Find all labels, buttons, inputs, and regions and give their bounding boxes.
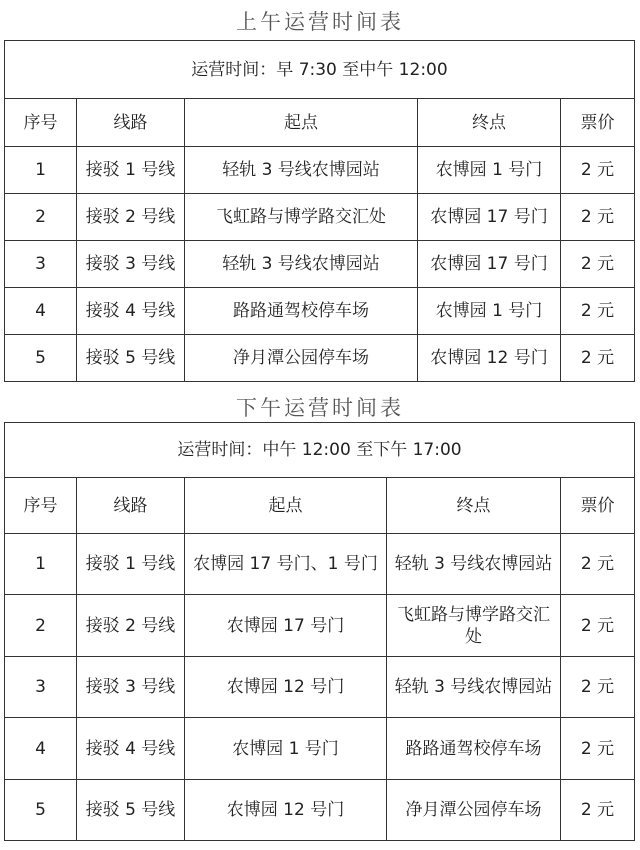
row-index: 2 bbox=[5, 595, 77, 657]
morning-hours: 运营时间：早 7:30 至中午 12:00 bbox=[5, 41, 635, 99]
row-start: 飞虹路与博学路交汇处 bbox=[185, 194, 418, 241]
header-start: 起点 bbox=[185, 99, 418, 147]
row-start: 净月潭公园停车场 bbox=[185, 335, 418, 382]
morning-schedule-title: 上午运营时间表 bbox=[236, 10, 404, 34]
row-start: 农博园 12 号门 bbox=[185, 657, 387, 718]
row-index: 5 bbox=[5, 335, 77, 382]
row-line: 接驳 1 号线 bbox=[77, 147, 185, 194]
morning-schedule-table bbox=[4, 40, 635, 382]
afternoon-schedule-table bbox=[4, 422, 635, 841]
table-header-row bbox=[5, 99, 635, 147]
row-index: 1 bbox=[5, 147, 77, 194]
table-row bbox=[5, 780, 635, 841]
row-fare: 2 元 bbox=[561, 288, 635, 335]
row-line: 接驳 4 号线 bbox=[77, 718, 185, 780]
afternoon-hours: 运营时间：中午 12:00 至下午 17:00 bbox=[5, 423, 635, 478]
row-end: 农博园 17 号门 bbox=[418, 194, 561, 241]
row-line: 接驳 2 号线 bbox=[77, 595, 185, 657]
header-fare: 票价 bbox=[561, 99, 635, 147]
row-start: 路路通驾校停车场 bbox=[185, 288, 418, 335]
row-end: 农博园 12 号门 bbox=[418, 335, 561, 382]
table-row bbox=[5, 657, 635, 718]
row-line: 接驳 3 号线 bbox=[77, 657, 185, 718]
row-end: 轻轨 3 号线农博园站 bbox=[387, 534, 561, 595]
row-index: 2 bbox=[5, 194, 77, 241]
row-index: 5 bbox=[5, 780, 77, 841]
afternoon-schedule-title: 下午运营时间表 bbox=[236, 396, 404, 420]
row-start: 农博园 17 号门 bbox=[185, 595, 387, 657]
row-fare: 2 元 bbox=[561, 534, 635, 595]
row-fare: 2 元 bbox=[561, 335, 635, 382]
header-line: 线路 bbox=[77, 99, 185, 147]
table-row bbox=[5, 595, 635, 657]
row-fare: 2 元 bbox=[561, 657, 635, 718]
row-end: 飞虹路与博学路交汇处 bbox=[387, 595, 561, 657]
row-line: 接驳 4 号线 bbox=[77, 288, 185, 335]
header-index: 序号 bbox=[5, 478, 77, 534]
header-end: 终点 bbox=[418, 99, 561, 147]
header-fare: 票价 bbox=[561, 478, 635, 534]
row-end: 净月潭公园停车场 bbox=[387, 780, 561, 841]
row-fare: 2 元 bbox=[561, 241, 635, 288]
table-header-row bbox=[5, 478, 635, 534]
row-fare: 2 元 bbox=[561, 194, 635, 241]
table-row bbox=[5, 534, 635, 595]
header-start: 起点 bbox=[185, 478, 387, 534]
table-row bbox=[5, 718, 635, 780]
table-row bbox=[5, 288, 635, 335]
row-line: 接驳 3 号线 bbox=[77, 241, 185, 288]
row-end: 农博园 17 号门 bbox=[418, 241, 561, 288]
table-row bbox=[5, 241, 635, 288]
row-fare: 2 元 bbox=[561, 780, 635, 841]
row-index: 4 bbox=[5, 288, 77, 335]
row-index: 4 bbox=[5, 718, 77, 780]
row-start: 农博园 12 号门 bbox=[185, 780, 387, 841]
table-row bbox=[5, 335, 635, 382]
table-row bbox=[5, 147, 635, 194]
row-index: 3 bbox=[5, 241, 77, 288]
row-end: 农博园 1 号门 bbox=[418, 288, 561, 335]
header-index: 序号 bbox=[5, 99, 77, 147]
row-start: 农博园 17 号门、1 号门 bbox=[185, 534, 387, 595]
row-start: 轻轨 3 号线农博园站 bbox=[185, 241, 418, 288]
row-line: 接驳 5 号线 bbox=[77, 780, 185, 841]
row-index: 3 bbox=[5, 657, 77, 718]
row-end: 农博园 1 号门 bbox=[418, 147, 561, 194]
row-fare: 2 元 bbox=[561, 718, 635, 780]
row-end: 轻轨 3 号线农博园站 bbox=[387, 657, 561, 718]
row-index: 1 bbox=[5, 534, 77, 595]
row-end: 路路通驾校停车场 bbox=[387, 718, 561, 780]
row-fare: 2 元 bbox=[561, 147, 635, 194]
row-line: 接驳 5 号线 bbox=[77, 335, 185, 382]
table-row bbox=[5, 194, 635, 241]
header-end: 终点 bbox=[387, 478, 561, 534]
row-line: 接驳 1 号线 bbox=[77, 534, 185, 595]
row-line: 接驳 2 号线 bbox=[77, 194, 185, 241]
row-start: 轻轨 3 号线农博园站 bbox=[185, 147, 418, 194]
row-start: 农博园 1 号门 bbox=[185, 718, 387, 780]
row-fare: 2 元 bbox=[561, 595, 635, 657]
header-line: 线路 bbox=[77, 478, 185, 534]
